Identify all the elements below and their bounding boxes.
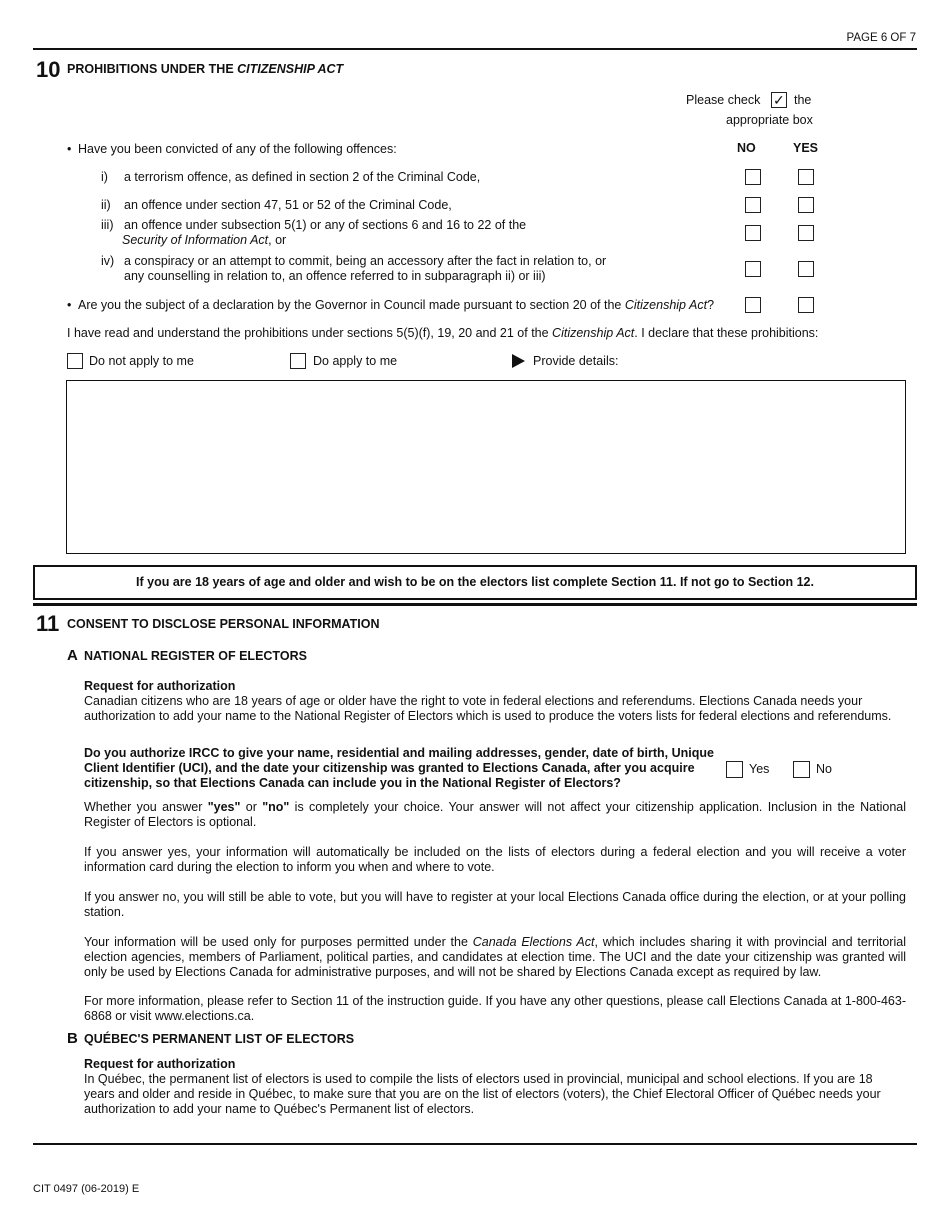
- details-textarea[interactable]: [66, 380, 906, 554]
- offence-ii-text: an offence under section 47, 51 or 52 of the Criminal Code,: [124, 198, 452, 212]
- a-request-title: Request for authorization: [84, 679, 236, 693]
- offence-i-yes-checkbox[interactable]: [798, 169, 814, 185]
- authorize-no-label: No: [816, 762, 832, 776]
- offence-iv-text-2: any counselling in relation to, an offence referred to in subparagraph ii) or iii): [124, 269, 546, 283]
- offence-iv-yes-checkbox[interactable]: [798, 261, 814, 277]
- section-11-title: CONSENT TO DISCLOSE PERSONAL INFORMATION: [67, 617, 380, 631]
- form-code: CIT 0497 (06-2019) E: [33, 1183, 140, 1195]
- authorize-yes-checkbox[interactable]: [726, 761, 743, 778]
- bottom-rule: [33, 1143, 917, 1145]
- more-info-paragraph: For more information, please refer to Section 11 of the instruction guide. If you have any other questions, please call Elections Canada at 1-800-463-6868 or visit www.elections.ca.: [84, 994, 906, 1023]
- b-request-title: Request for authorization: [84, 1057, 236, 1071]
- electors-notice-box: [33, 565, 917, 600]
- example-checkbox: [771, 92, 787, 108]
- section-11-rule: [33, 603, 917, 606]
- offence-iv-text-1: a conspiracy or an attempt to commit, being an accessory after the fact in relation to, or: [124, 254, 607, 268]
- provide-details-label: Provide details:: [533, 354, 619, 368]
- offence-i-text: a terrorism offence, as defined in section 2 of the Criminal Code,: [124, 170, 481, 184]
- offence-iii-no-checkbox[interactable]: [745, 225, 761, 241]
- electors-notice-text: If you are 18 years of age and older and wish to be on the electors list complete Section 11. If not go to Section 12.: [136, 575, 814, 589]
- do-not-apply-label: Do not apply to me: [89, 354, 194, 368]
- offence-iii-number: iii): [101, 218, 114, 232]
- authorize-question: Do you authorize IRCC to give your name, residential and mailing addresses, gender, date of birth, Unique Client Identifier (UCI), and the date your citizenship was granted to Elections Canada, after you acquire citizenship, so that Elections Canada can include you in the National Register of Electors?: [84, 746, 714, 790]
- offence-ii-yes-checkbox[interactable]: [798, 197, 814, 213]
- subsection-a-title: NATIONAL REGISTER OF ELECTORS: [84, 649, 307, 663]
- question-declaration: Are you the subject of a declaration by the Governor in Council made pursuant to section 20 of the Citizenship Act?: [78, 298, 715, 312]
- a-request-text: Canadian citizens who are 18 years of age or older have the right to vote in federal elections and referendums. Elections Canada needs your authorization to add your name to the National Register of Electors which is used to produce the voters lists for federal elections and referendums.: [84, 694, 892, 723]
- if-no-paragraph: If you answer no, you will still be able to vote, but you will have to register at your local Elections Canada office during the election, or at your polling station.: [84, 890, 906, 919]
- question-convicted: Have you been convicted of any of the following offences:: [78, 142, 397, 156]
- offence-iii-text-1: an offence under subsection 5(1) or any of sections 6 and 16 to 22 of the: [124, 218, 527, 232]
- offence-ii-number: ii): [101, 198, 111, 212]
- top-rule: [33, 48, 917, 50]
- offence-i-no-checkbox[interactable]: [745, 169, 761, 185]
- offence-iii-yes-checkbox[interactable]: [798, 225, 814, 241]
- read-statement: I have read and understand the prohibitions under sections 5(5)(f), 19, 20 and 21 of the Citizenship Act. I declare that these prohibitions:: [67, 326, 819, 340]
- page-number: PAGE 6 OF 7: [846, 32, 916, 44]
- authorize-no-checkbox[interactable]: [793, 761, 810, 778]
- please-check-the: the: [794, 93, 812, 107]
- do-apply-label: Do apply to me: [313, 354, 398, 368]
- info-use-paragraph: Your information will be used only for purposes permitted under the Canada Elections Act, which includes sharing it with provincial and territorial election agencies, members of Parliament, political parties, and candidates at election time. The UCI and the date your citizenship was granted will only be used by Elections Canada for administrative purposes, and will not be shared by Elections Canada except as required by law.: [84, 935, 906, 979]
- subsection-b-letter: B: [67, 1030, 78, 1047]
- offence-i-number: i): [101, 170, 108, 184]
- do-not-apply-checkbox[interactable]: [67, 353, 83, 369]
- offence-iv-no-checkbox[interactable]: [745, 261, 761, 277]
- subsection-b-title: QUÉBEC'S PERMANENT LIST OF ELECTORS: [84, 1032, 355, 1046]
- b-request-text: In Québec, the permanent list of electors is used to compile the lists of electors used in provincial, municipal and school elections. If you are 18 years and older and reside in Québec, to make sure that you are on the list of electors (voters), the Chief Electoral Officer of Québec needs your authorization to add your name to Québec's Permanent list of electors.: [84, 1072, 881, 1116]
- do-apply-checkbox[interactable]: [290, 353, 306, 369]
- bullet: •: [67, 142, 72, 156]
- authorize-yes-label: Yes: [749, 762, 770, 776]
- offence-iii-text-2: Security of Information Act, or: [122, 233, 287, 247]
- offence-ii-no-checkbox[interactable]: [745, 197, 761, 213]
- column-yes-header: YES: [793, 141, 819, 155]
- declaration-yes-checkbox[interactable]: [798, 297, 814, 313]
- section-11-number: 11: [36, 611, 60, 636]
- please-check-appropriate: appropriate box: [726, 113, 813, 127]
- if-yes-paragraph: If you answer yes, your information will automatically be included on the lists of electors during a federal election and you will receive a voter information card during the election to inform you when and where to vote.: [84, 845, 906, 874]
- please-check-label: Please check: [686, 93, 761, 107]
- offence-iv-number: iv): [101, 254, 115, 268]
- arrow-right-icon: [512, 354, 525, 368]
- declaration-no-checkbox[interactable]: [745, 297, 761, 313]
- bullet: •: [67, 298, 72, 312]
- section-10-number: 10: [36, 57, 61, 82]
- column-no-header: NO: [737, 141, 756, 155]
- check-mark-icon: ✓: [773, 92, 785, 108]
- whether-paragraph: Whether you answer "yes" or "no" is completely your choice. Your answer will not affect your citizenship application. Inclusion in the National Register of Electors is optional.: [84, 800, 907, 829]
- subsection-a-letter: A: [67, 647, 78, 664]
- section-10-title: PROHIBITIONS UNDER THE CITIZENSHIP ACT: [67, 62, 344, 76]
